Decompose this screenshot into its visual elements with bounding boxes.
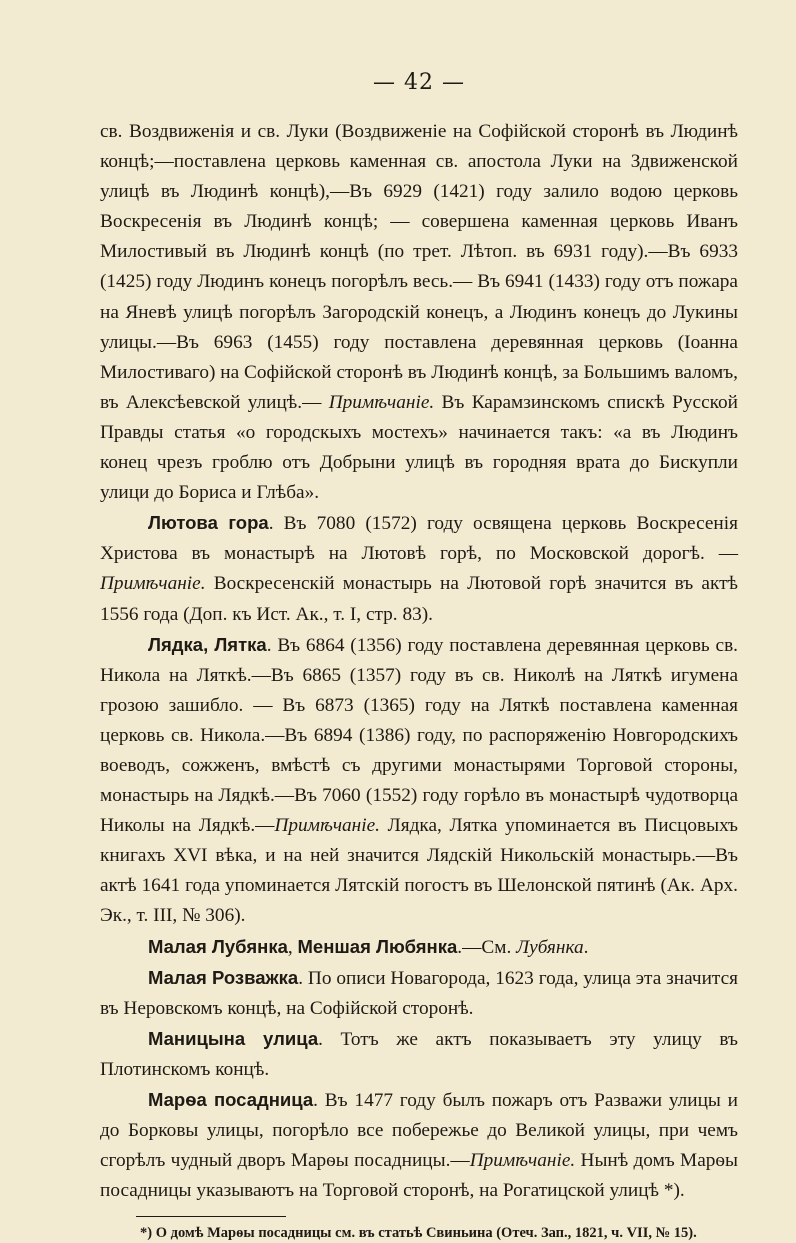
note-label: Примѣчаніе.: [100, 573, 206, 595]
text-run: св. Воздвиженія и св. Луки (Воздвиженіе на Софійской сторонѣ въ Людинѣ концѣ;—поставлена церковь каменная св. апостола Луки на Здвиженской улицѣ въ Людинѣ концѣ),—Въ 6929 (1421) году залило водою церковь Воскресенія въ Людинѣ концѣ; — совершена каменная церковь Иванъ Милостивый въ Людинѣ концѣ (по трет. Лѣтоп. въ 6931 году).—Въ 6933 (1425) году Людинъ конецъ погорѣлъ весь.— Въ 6941 (1433) году отъ пожара на Яневѣ улицѣ погорѣлъ Загородскій конецъ, а Людинъ конецъ до Лукины улицы.—Въ 6963 (1455) году поставлена деревянная церковь (Іоанна Милостиваго) на Софійской сторонѣ въ Людинѣ концѣ, за Большимъ валомъ, въ Алексѣевской улицѣ.—: [100, 121, 738, 413]
entry-marfa-posadnitsa: [100, 1085, 738, 1206]
text-run: . Въ 6864 (1356) году поставлена деревянная церковь св. Никола на Ляткѣ.—Въ 6865 (1357) году въ св. Николѣ на Ляткѣ игумена грозою зашибло. — Въ 6873 (1365) году на Ляткѣ поставлена каменная церковь св. Никола.—Въ 6894 (1386) году, по распоряженію Новгородскихъ воеводъ, сожженъ, вмѣстѣ съ другими монастырями Торговой стороны, монастырь на Лядкѣ.—Въ 7060 (1552) году горѣло въ монастырѣ чудотворца Николы на Лядкѣ.—: [100, 634, 738, 837]
entry-lyadka: [100, 630, 738, 932]
text-run: .—См.: [457, 936, 517, 958]
cross-reference: Лубянка: [516, 936, 584, 958]
entry-heading: Малая Розважка: [148, 966, 299, 988]
text-run: Нынѣ домъ Марѳы посадницы указываютъ на Торговой сторонѣ, на Рогатицской улицѣ *).: [100, 1150, 738, 1202]
text-run: Лядка, Лятка упоминается въ Писцовыхъ книгахъ XVI вѣка, и на ней значится Лядскій Никольскій монастырь.—Въ актѣ 1641 года упоминается Лятскій погостъ въ Шелонской пятинѣ (Ак. Арх. Эк., т. III, № 306).: [100, 815, 738, 927]
text-run: ,: [287, 936, 298, 958]
footnote-divider: [136, 1216, 286, 1217]
body-text: [100, 117, 738, 1206]
page-number: — 42 —: [373, 70, 465, 95]
entry-heading: Меншая Любянка: [297, 935, 458, 957]
entry-malaya-lubyanka: [100, 932, 738, 963]
paragraph-ludin: [100, 117, 738, 508]
text-run: . Въ 1477 году былъ пожаръ отъ Разважи улицы и до Борковы улицы, погорѣло все побережье до Великой улицы, при чемъ сгорѣлъ чудный дворъ Марѳы посадницы.—: [100, 1090, 738, 1172]
entry-heading: Марѳа посадница: [148, 1089, 314, 1110]
entry-heading: Малая Лубянка: [148, 935, 288, 957]
text-run: Воскресенскій монастырь на Лютовой горѣ значится въ актѣ 1556 года (Доп. къ Ист. Ак., т. I, стр. 83).: [100, 573, 738, 625]
text-run: . Въ 7080 (1572) году освящена церковь Воскресенія Христова въ монастырѣ на Лютовѣ горѣ, по Московской дорогѣ. —: [100, 513, 738, 565]
note-label: Примѣчаніе.: [274, 815, 380, 837]
text-run: . Тотъ же актъ показываетъ эту улицу въ Плотинскомъ концѣ.: [100, 1028, 738, 1080]
entry-malaya-rozvazhka: [100, 963, 738, 1024]
entry-heading: Лядка, Лятка: [148, 633, 267, 655]
text-run: .: [583, 936, 589, 958]
footnote: *) О домѣ Марѳы посадницы см. въ статьѣ Свиньина (Отеч. Зап., 1821, ч. VII, № 15).: [140, 1225, 697, 1242]
entry-manitsyna-ulitsa: [100, 1024, 738, 1085]
text-run: Въ Карамзинскомъ спискѣ Русской Правды статья «о городскыхъ мостехъ» начинается такъ: «а въ Людинъ конец чрезъ гроблю отъ Добрыни улицѣ въ городняя врата до Бискупли улици до Бориса и Глѣба».: [100, 391, 738, 504]
note-label: Примѣчаніе.: [328, 391, 435, 413]
entry-lyutova-gora: [100, 508, 738, 629]
entry-heading: Лютова гора: [148, 512, 269, 534]
text-run: . По описи Новагорода, 1623 года, улица эта значится въ Неровскомъ концѣ, на Софійской сторонѣ.: [100, 967, 738, 1019]
entry-heading: Маницына улица: [148, 1027, 319, 1049]
note-label: Примѣчаніе.: [469, 1150, 576, 1172]
